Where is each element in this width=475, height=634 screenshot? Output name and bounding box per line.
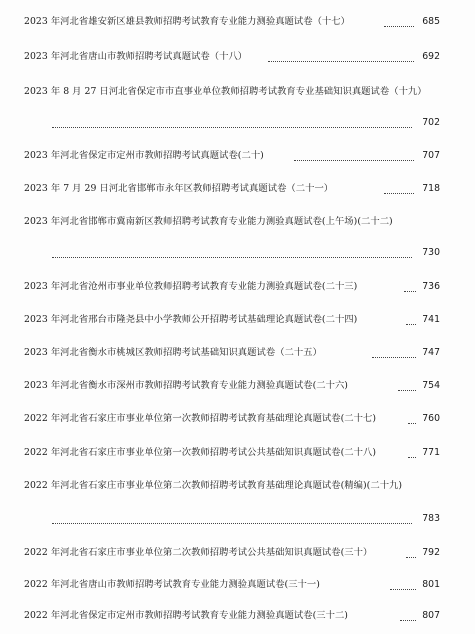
- toc-entry-page: 707: [422, 150, 440, 161]
- toc-entry-page: 792: [422, 547, 440, 558]
- toc-entry-title: 2023 年河北省唐山市教师招聘考试真题试卷（十八）: [24, 51, 248, 62]
- toc-entry-title: 2022 年河北省石家庄市事业单位第一次教师招聘考试教育基础理论真题试卷(二十七): [24, 413, 377, 424]
- leader-dots: [294, 152, 414, 161]
- toc-entry-title: 2023 年河北省雄安新区雄县教师招聘考试教育专业能力测验真题试卷（十七）: [24, 16, 350, 27]
- toc-entry-29-continuation: [0, 509, 475, 529]
- toc-entry-page: 747: [422, 347, 440, 358]
- toc-entry-page: 736: [422, 281, 440, 292]
- toc-entry-page: 760: [422, 413, 440, 424]
- toc-entry-30: [0, 543, 475, 563]
- leader-dots: [406, 316, 416, 325]
- toc-entry-page: 807: [422, 610, 440, 621]
- leader-dots: [384, 185, 414, 194]
- toc-entry-page: 702: [422, 117, 440, 128]
- toc-entry-page: 718: [422, 183, 440, 194]
- toc-entry-page: 771: [422, 447, 440, 458]
- leader-dots: [268, 53, 414, 62]
- toc-entry-23: [0, 277, 475, 297]
- toc-entry-26: [0, 376, 475, 396]
- leader-dots: [404, 283, 416, 292]
- toc-entry-title: 2023 年 8 月 27 日河北省保定市市直事业单位教师招聘考试教育专业基础知识真题试卷（十九）: [24, 86, 427, 97]
- toc-entry-17: [0, 12, 475, 32]
- toc-entry-page: 754: [422, 380, 440, 391]
- toc-entry-title: 2022 年河北省保定市定州市教师招聘考试教育专业能力测验真题试卷(三十二): [24, 610, 348, 621]
- toc-entry-31: [0, 575, 475, 595]
- toc-entry-19: [0, 82, 475, 102]
- toc-entry-title: 2023 年河北省衡水市深州市教师招聘考试教育专业能力测验真题试卷(二十六): [24, 380, 348, 391]
- toc-entry-page: 741: [422, 314, 440, 325]
- toc-entry-page: 685: [422, 16, 440, 27]
- leader-dots: [406, 549, 416, 558]
- leader-dots: [408, 415, 416, 424]
- toc-entry-29: [0, 476, 475, 496]
- toc-entry-19-continuation: [0, 113, 475, 133]
- leader-dots: [400, 612, 416, 621]
- toc-entry-28: [0, 443, 475, 463]
- toc-entry-title: 2023 年河北省沧州市事业单位教师招聘考试教育专业能力测验真题试卷(二十三): [24, 281, 358, 292]
- toc-entry-title: 2023 年 7 月 29 日河北省邯郸市永年区教师招聘考试真题试卷（二十一）: [24, 183, 334, 194]
- toc-entry-title: 2023 年河北省保定市定州市教师招聘考试真题试卷(二十): [24, 150, 264, 161]
- toc-entry-title: 2023 年河北省邢台市隆尧县中小学教师公开招聘考试基础理论真题试卷(二十四): [24, 314, 358, 325]
- toc-entry-page: 783: [422, 513, 440, 524]
- leader-dots: [52, 515, 412, 524]
- leader-dots: [398, 382, 416, 391]
- toc-entry-page: 692: [422, 51, 440, 62]
- toc-entry-title: 2022 年河北省石家庄市事业单位第二次教师招聘考试教育基础理论真题试卷(精编)(二十九): [24, 480, 403, 491]
- leader-dots: [372, 349, 416, 358]
- toc-entry-page: 801: [422, 579, 440, 590]
- toc-entry-title: 2022 年河北省石家庄市事业单位第一次教师招聘考试公共基础知识真题试卷(二十八): [24, 447, 377, 458]
- toc-entry-18: [0, 47, 475, 67]
- toc-entry-27: [0, 409, 475, 429]
- toc-entry-title: 2022 年河北省唐山市教师招聘考试教育专业能力测验真题试卷(三十一): [24, 579, 320, 590]
- toc-entry-21: [0, 179, 475, 199]
- leader-dots: [390, 581, 416, 590]
- toc-entry-title: 2023 年河北省邯郸市冀南新区教师招聘考试教育专业能力测验真题试卷(上午场)(二十二): [24, 216, 393, 227]
- toc-entry-20: [0, 146, 475, 166]
- leader-dots: [408, 449, 416, 458]
- leader-dots: [52, 249, 412, 258]
- toc-entry-title: 2023 年河北省衡水市桃城区教师招聘考试基础知识真题试卷（二十五）: [24, 347, 322, 358]
- leader-dots: [384, 18, 414, 27]
- toc-entry-32: [0, 606, 475, 626]
- leader-dots: [52, 119, 412, 128]
- toc-entry-22-continuation: [0, 243, 475, 263]
- toc-entry-25: [0, 343, 475, 363]
- toc-entry-22: [0, 212, 475, 232]
- toc-entry-page: 730: [422, 247, 440, 258]
- toc-entry-24: [0, 310, 475, 330]
- toc-entry-title: 2022 年河北省石家庄市事业单位第二次教师招聘考试公共基础知识真题试卷(三十）: [24, 547, 373, 558]
